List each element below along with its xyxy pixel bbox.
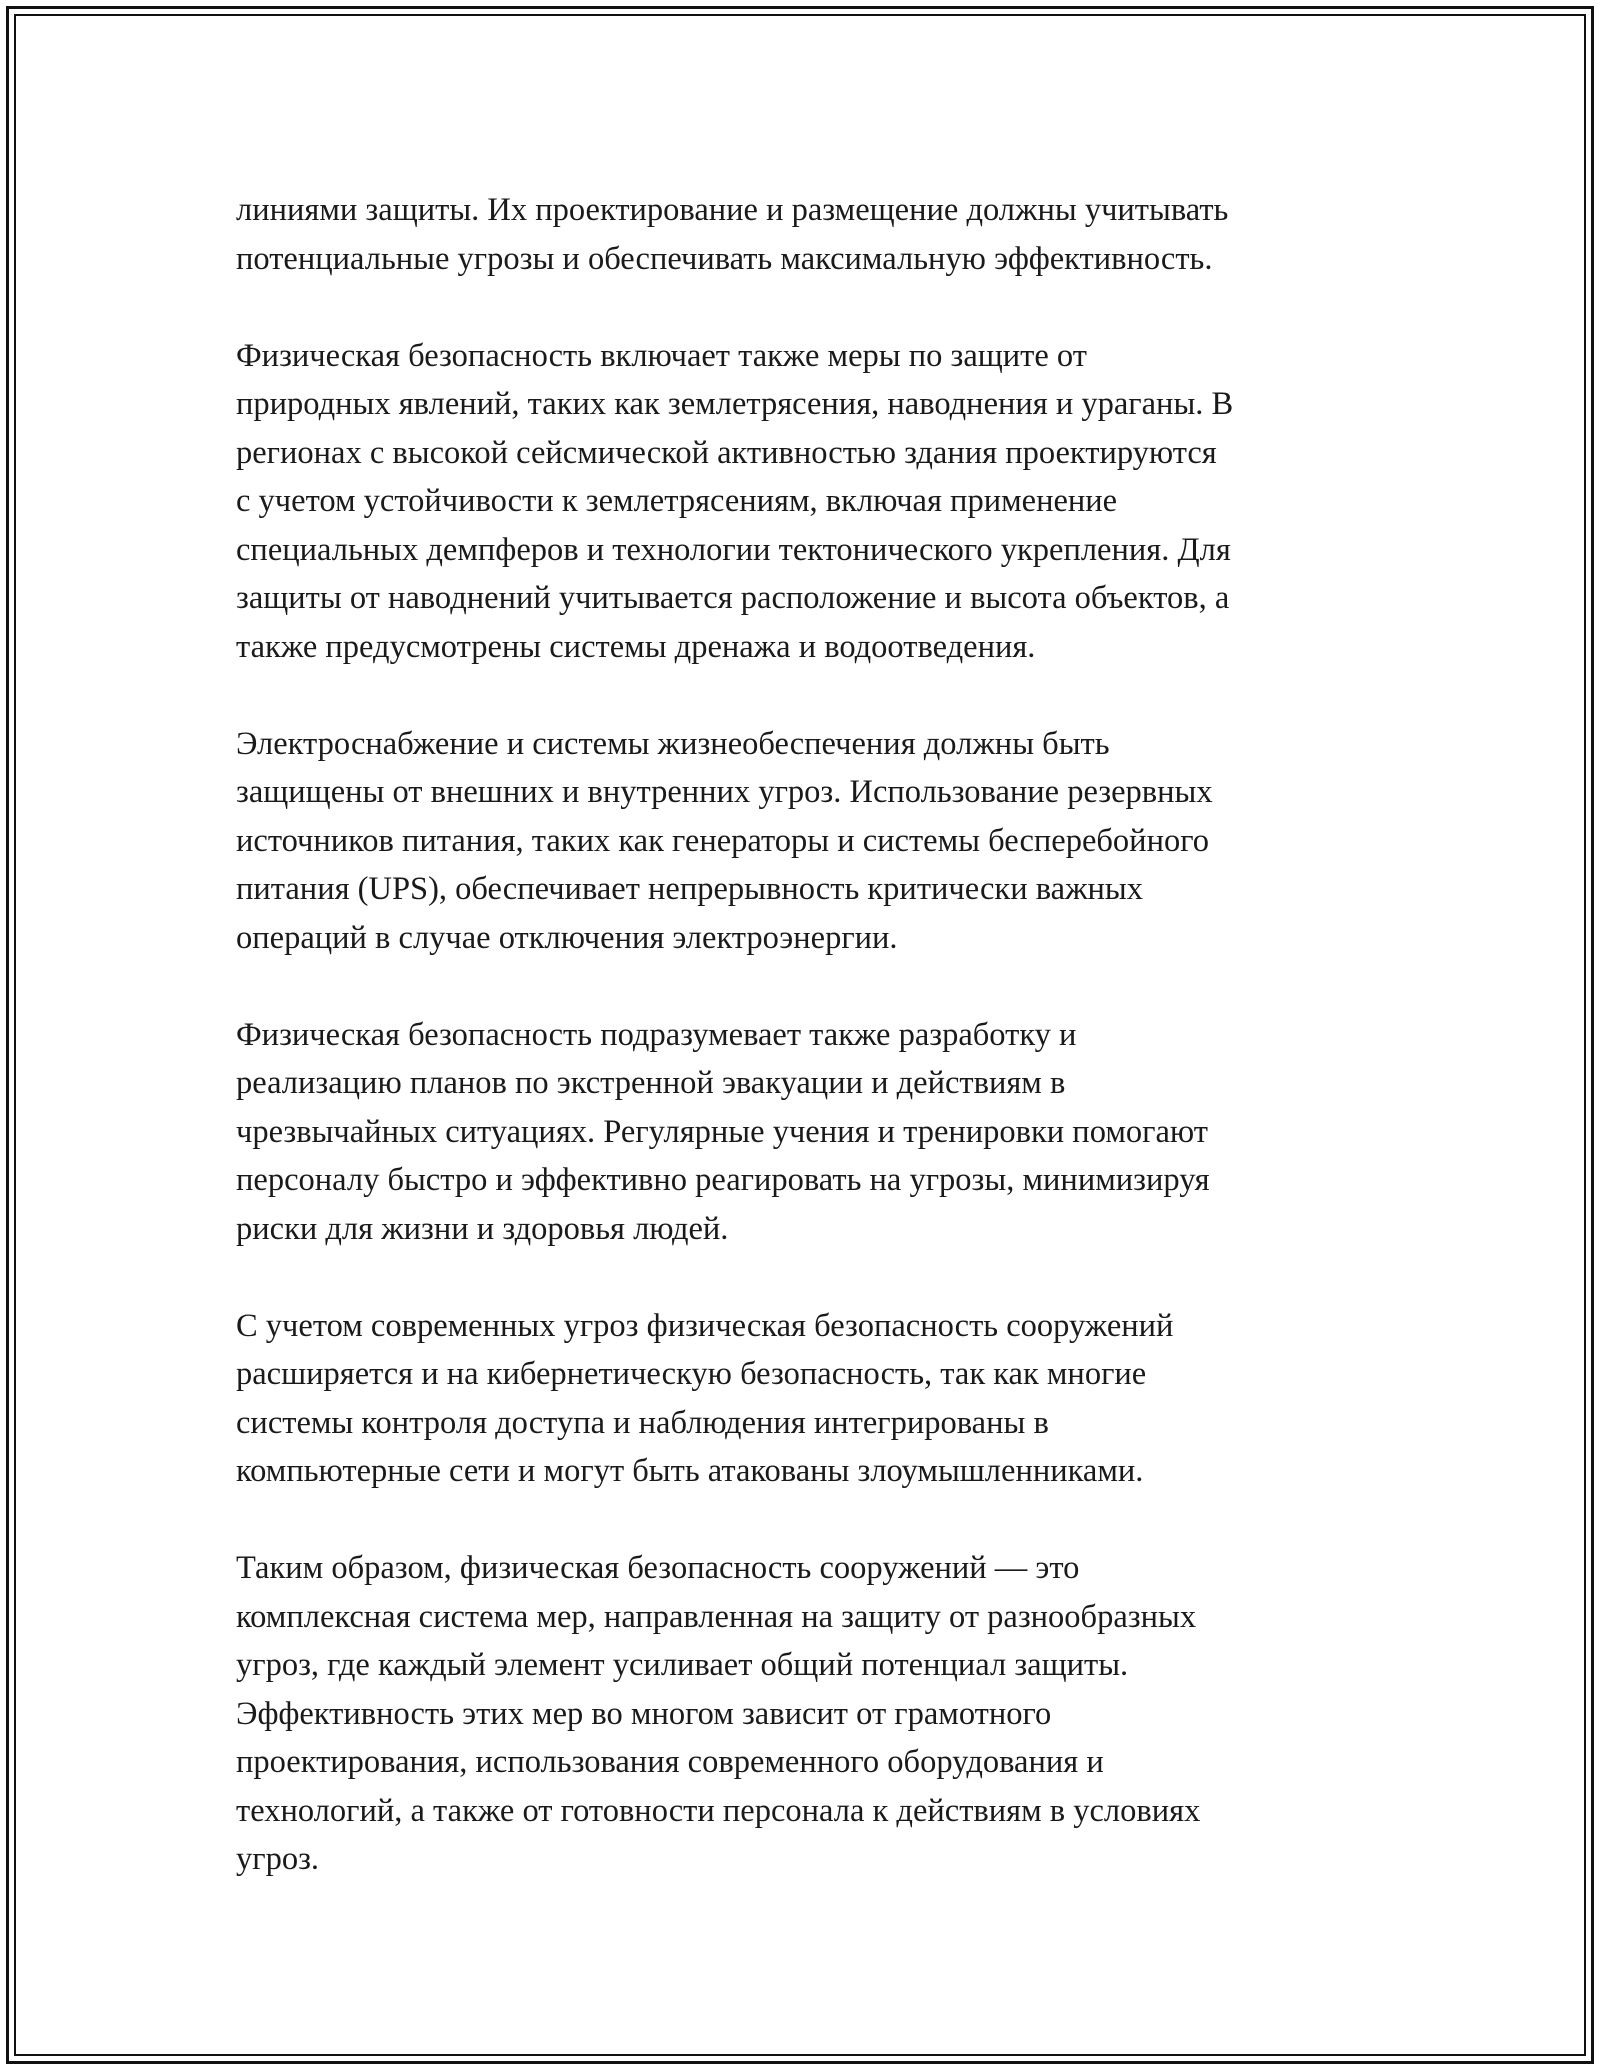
text-line: природных явлений, таких как землетрясения, наводнения и ураганы. В: [236, 386, 1234, 422]
text-line: Таким образом, физическая безопасность сооружений — это: [236, 1550, 1080, 1586]
text-line: Электроснабжение и системы жизнеобеспечения должны быть: [236, 725, 1110, 762]
text-line: риски для жизни и здоровья людей.: [236, 1210, 729, 1247]
document-body: [236, 186, 1386, 1932]
text-line: чрезвычайных ситуациях. Регулярные учения и тренировки помогают: [236, 1113, 1208, 1150]
text-line: С учетом современных угроз физическая безопасность сооружений: [236, 1307, 1174, 1344]
text-line: также предусмотрены системы дренажа и водоотведения.: [236, 628, 1036, 665]
text-line: Физическая безопасность подразумевает также разработку и: [236, 1016, 1077, 1053]
text-line: Эффективность этих мер во многом зависит от грамотного: [236, 1695, 1052, 1732]
text-line: реализацию планов по экстренной эвакуации и действиям в: [236, 1065, 1066, 1101]
text-line: питания (UPS), обеспечивает непрерывность критически важных: [236, 871, 1144, 907]
text-line: компьютерные сети и могут быть атакованы злоумышленниками.: [236, 1453, 1144, 1489]
text-line: с учетом устойчивости к землетрясениям, включая применение: [236, 483, 1118, 519]
text-line: регионах с высокой сейсмической активностью здания проектируются: [236, 434, 1217, 471]
text-line: потенциальные угрозы и обеспечивать максимальную эффективность.: [236, 240, 1213, 277]
text-line: специальных демпферов и технологии тектонического укрепления. Для: [236, 531, 1231, 568]
paragraph-conclusion: [236, 1544, 1386, 1884]
text-line: линиями защиты. Их проектирование и размещение должны учитывать: [236, 192, 1229, 228]
text-line: персоналу быстро и эффективно реагировать на угрозы, минимизируя: [236, 1162, 1210, 1198]
text-line: системы контроля доступа и наблюдения интегрированы в: [236, 1404, 1049, 1441]
text-line: операций в случае отключения электроэнергии.: [236, 919, 898, 956]
text-line: угроз, где каждый элемент усиливает общий потенциал защиты.: [236, 1647, 1129, 1683]
paragraph-evacuation: [236, 1011, 1386, 1254]
text-line: источников питания, таких как генераторы и системы бесперебойного: [236, 822, 1209, 859]
text-line: комплексная система мер, направленная на защиту от разнообразных: [236, 1598, 1197, 1635]
text-line: Физическая безопасность включает также меры по защите от: [236, 337, 1087, 374]
paragraph-continuation: [236, 186, 1386, 283]
text-line: технологий, а также от готовности персонала к действиям в условиях: [236, 1792, 1201, 1829]
text-line: угроз.: [236, 1841, 320, 1877]
paragraph-natural-hazards: [236, 332, 1386, 672]
paragraph-power-supply: [236, 720, 1386, 963]
text-line: проектирования, использования современного оборудования и: [236, 1744, 1104, 1780]
text-line: защищены от внешних и внутренних угроз. Использование резервных: [236, 774, 1213, 810]
text-line: расширяется и на кибернетическую безопасность, так как многие: [236, 1356, 1147, 1392]
text-line: защиты от наводнений учитывается расположение и высота объектов, а: [236, 580, 1230, 616]
paragraph-cybersecurity: [236, 1302, 1386, 1496]
